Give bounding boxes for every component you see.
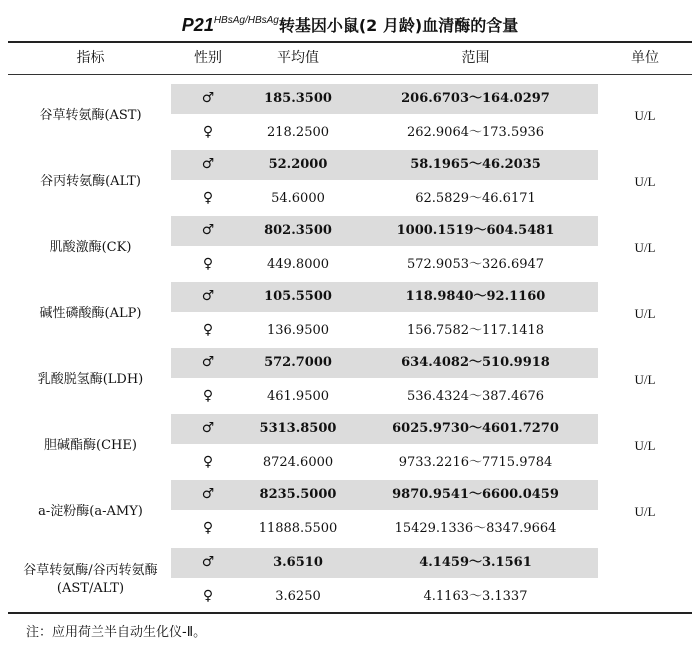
- mean-value: 461.9500: [266, 389, 330, 404]
- mean-value: 52.2000: [268, 157, 328, 172]
- unit-value: [598, 546, 692, 613]
- table-title: [0, 10, 700, 37]
- table-row-female: [8, 182, 692, 215]
- mean-value: 185.3500: [264, 91, 332, 106]
- mean-value: 8724.6000: [262, 455, 334, 470]
- mean-value: 3.6250: [275, 589, 321, 604]
- mean-value: 8235.5000: [259, 487, 337, 502]
- table-bottom-rule: [8, 612, 692, 614]
- header-sex: 性别: [194, 50, 222, 66]
- title-gene: P21: [181, 15, 214, 35]
- header-range: 范围: [461, 50, 490, 66]
- table-row-female: [8, 446, 692, 479]
- range-value: 156.7582～117.1418: [406, 323, 545, 338]
- mean-value: 5313.8500: [259, 421, 337, 436]
- table-row-male: [8, 478, 692, 511]
- indicator-name-line2: (AST/ALT): [56, 580, 125, 596]
- range-value: 1000.1519～604.5481: [396, 223, 555, 238]
- mean-value: 802.3500: [264, 223, 332, 238]
- table-row-group: [8, 346, 692, 413]
- indicator-name: 乳酸脱氢酶(LDH): [37, 371, 144, 387]
- range-value: 206.6703～164.0297: [401, 91, 550, 106]
- table-row-female: [8, 580, 692, 613]
- range-value: 572.9053～326.6947: [406, 257, 545, 272]
- header-unit: 单位: [631, 50, 659, 66]
- table-row-group: [8, 478, 692, 545]
- mean-value: 105.5500: [264, 289, 332, 304]
- range-value: 118.9840～92.1160: [405, 289, 546, 304]
- table-row-female: [8, 248, 692, 281]
- mean-value: 449.8000: [266, 257, 330, 272]
- table-row-male: [8, 546, 692, 579]
- indicator-name: 胆碱酯酶(CHE): [44, 437, 137, 453]
- range-value: 634.4082～510.9918: [401, 355, 550, 370]
- range-value: 62.5829～46.6171: [415, 191, 536, 206]
- mean-value: 136.9500: [266, 323, 330, 338]
- table-row-group: [8, 82, 692, 149]
- male-symbol: ♂: [201, 554, 215, 570]
- title-text: 转基因小鼠(2 月龄)血清酶的含量: [278, 16, 519, 35]
- table-row-male: [8, 280, 692, 313]
- indicator-name-line1: 谷草转氨酶/谷丙转氨酶: [23, 562, 158, 578]
- title-gene-superscript: HBsAg/HBsAg: [213, 15, 279, 26]
- range-value: 4.1163～3.1337: [423, 589, 528, 604]
- male-symbol: ♂: [201, 354, 215, 370]
- indicator-name: 谷草转氨酶(AST): [39, 107, 142, 123]
- table-header-rule: [8, 74, 692, 75]
- male-symbol: ♂: [201, 90, 215, 106]
- male-symbol: ♂: [201, 420, 215, 436]
- indicator-name: a-淀粉酶(a-AMY): [38, 503, 143, 519]
- female-symbol: ♀: [202, 588, 214, 604]
- unit-value: U/L: [634, 503, 656, 519]
- indicator-name: 碱性磷酸酶(ALP): [39, 305, 142, 321]
- range-value: 15429.1336～8347.9664: [394, 521, 557, 536]
- table-row-group: [8, 280, 692, 347]
- range-value: 4.1459～3.1561: [419, 555, 532, 570]
- unit-value: U/L: [634, 107, 656, 123]
- range-value: 536.4324～387.4676: [406, 389, 545, 404]
- table-row-male: [8, 214, 692, 247]
- table-row-male: [8, 148, 692, 181]
- mean-value: 54.6000: [271, 191, 325, 206]
- female-symbol: ♀: [202, 322, 214, 338]
- table-row-group: [8, 214, 692, 281]
- header-indicator: 指标: [76, 50, 105, 66]
- range-value: 9733.2216～7715.9784: [398, 455, 553, 470]
- female-symbol: ♀: [202, 190, 214, 206]
- range-value: 58.1965～46.2035: [410, 157, 541, 172]
- indicator-name: 肌酸激酶(CK): [49, 239, 132, 255]
- table-row-male: [8, 346, 692, 379]
- table-row-group: [8, 412, 692, 479]
- range-value: 9870.9541～6600.0459: [392, 487, 559, 502]
- male-symbol: ♂: [201, 156, 215, 172]
- header-mean: 平均值: [277, 50, 319, 66]
- male-symbol: ♂: [201, 288, 215, 304]
- mean-value: 11888.5500: [258, 521, 338, 536]
- table-row-group: [8, 546, 692, 613]
- female-symbol: ♀: [202, 454, 214, 470]
- mean-value: 218.2500: [266, 125, 330, 140]
- table-row-female: [8, 116, 692, 149]
- female-symbol: ♀: [202, 388, 214, 404]
- range-value: 262.9064～173.5936: [406, 125, 545, 140]
- table-row-male: [8, 82, 692, 115]
- female-symbol: ♀: [202, 520, 214, 536]
- table-row-female: [8, 314, 692, 347]
- table-row-male: [8, 412, 692, 445]
- male-symbol: ♂: [201, 222, 215, 238]
- mean-value: 572.7000: [264, 355, 332, 370]
- male-symbol: ♂: [201, 486, 215, 502]
- female-symbol: ♀: [202, 124, 214, 140]
- table-row-female: [8, 380, 692, 413]
- unit-value: U/L: [634, 371, 656, 387]
- table-row-group: [8, 148, 692, 215]
- female-symbol: ♀: [202, 256, 214, 272]
- unit-value: U/L: [634, 437, 656, 453]
- table-footnote: 注：应用荷兰半自动生化仪-Ⅱ。: [26, 625, 207, 640]
- unit-value: U/L: [634, 239, 656, 255]
- indicator-name: 谷丙转氨酶(ALT): [40, 173, 141, 189]
- mean-value: 3.6510: [273, 555, 323, 570]
- unit-value: U/L: [634, 173, 656, 189]
- range-value: 6025.9730～4601.7270: [392, 421, 559, 436]
- table-header: [8, 42, 692, 74]
- table-row-female: [8, 512, 692, 545]
- unit-value: U/L: [634, 305, 656, 321]
